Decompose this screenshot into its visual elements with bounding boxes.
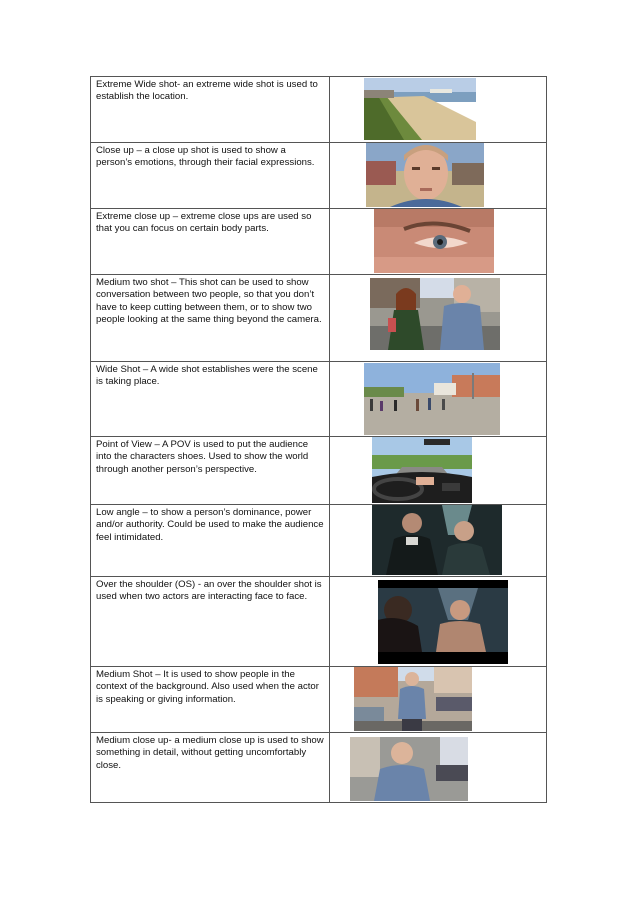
shot-image-cell bbox=[330, 209, 547, 275]
beach-promenade-image bbox=[364, 78, 476, 140]
shot-image-cell bbox=[330, 733, 547, 803]
table-row bbox=[91, 143, 547, 209]
shot-image-cell bbox=[330, 362, 547, 437]
man-street-medium-image bbox=[354, 667, 472, 731]
shot-description: Extreme close up – extreme close ups are used so that you can focus on certain body parts. bbox=[91, 209, 330, 275]
shot-image-cell bbox=[330, 667, 547, 733]
table-row bbox=[91, 437, 547, 505]
shot-description: Medium Shot – It is used to show people in the context of the background. Also used when the actor is speaking or giving information. bbox=[91, 667, 330, 733]
man-street-medium-close-up-image bbox=[350, 737, 468, 801]
table-row bbox=[91, 505, 547, 577]
face-close-up-image bbox=[366, 143, 484, 207]
seafront-crowd-image bbox=[364, 363, 500, 435]
over-shoulder-film-still-image bbox=[378, 580, 508, 664]
shot-description: Extreme Wide shot- an extreme wide shot is used to establish the location. bbox=[91, 77, 330, 143]
shot-image-cell bbox=[330, 275, 547, 362]
table-row bbox=[91, 275, 547, 362]
shot-description: Point of View – A POV is used to put the audience into the characters shoes. Used to show the world through another person’s perspective. bbox=[91, 437, 330, 505]
eye-extreme-close-up-image bbox=[374, 209, 494, 273]
table-row bbox=[91, 209, 547, 275]
table-row bbox=[91, 362, 547, 437]
table-row bbox=[91, 733, 547, 803]
shot-description: Over the shoulder (OS) - an over the shoulder shot is used when two actors are interacting face to face. bbox=[91, 577, 330, 667]
shot-image-cell bbox=[330, 143, 547, 209]
shot-description: Medium two shot – This shot can be used to show conversation between two people, so that you don’t have to keep cutting between them, or to show two people looking at the same thing beyond the camera. bbox=[91, 275, 330, 362]
shot-image-cell bbox=[330, 437, 547, 505]
shot-types-table bbox=[90, 76, 547, 803]
shot-description: Wide Shot – A wide shot establishes were the scene is taking place. bbox=[91, 362, 330, 437]
driver-pov-image bbox=[372, 437, 472, 503]
shot-description: Low angle – to show a person’s dominance, power and/or authority. Could be used to make the audience feel intimidated. bbox=[91, 505, 330, 577]
shot-description: Close up – a close up shot is used to show a person’s emotions, through their facial expressions. bbox=[91, 143, 330, 209]
two-people-street-image bbox=[370, 278, 500, 350]
shot-description: Medium close up- a medium close up is used to show something in detail, without getting uncomfortably close. bbox=[91, 733, 330, 803]
table-row bbox=[91, 667, 547, 733]
table-row bbox=[91, 577, 547, 667]
shot-image-cell bbox=[330, 577, 547, 667]
table-row bbox=[91, 77, 547, 143]
shot-image-cell bbox=[330, 77, 547, 143]
shot-image-cell bbox=[330, 505, 547, 577]
low-angle-film-still-image bbox=[372, 505, 502, 575]
